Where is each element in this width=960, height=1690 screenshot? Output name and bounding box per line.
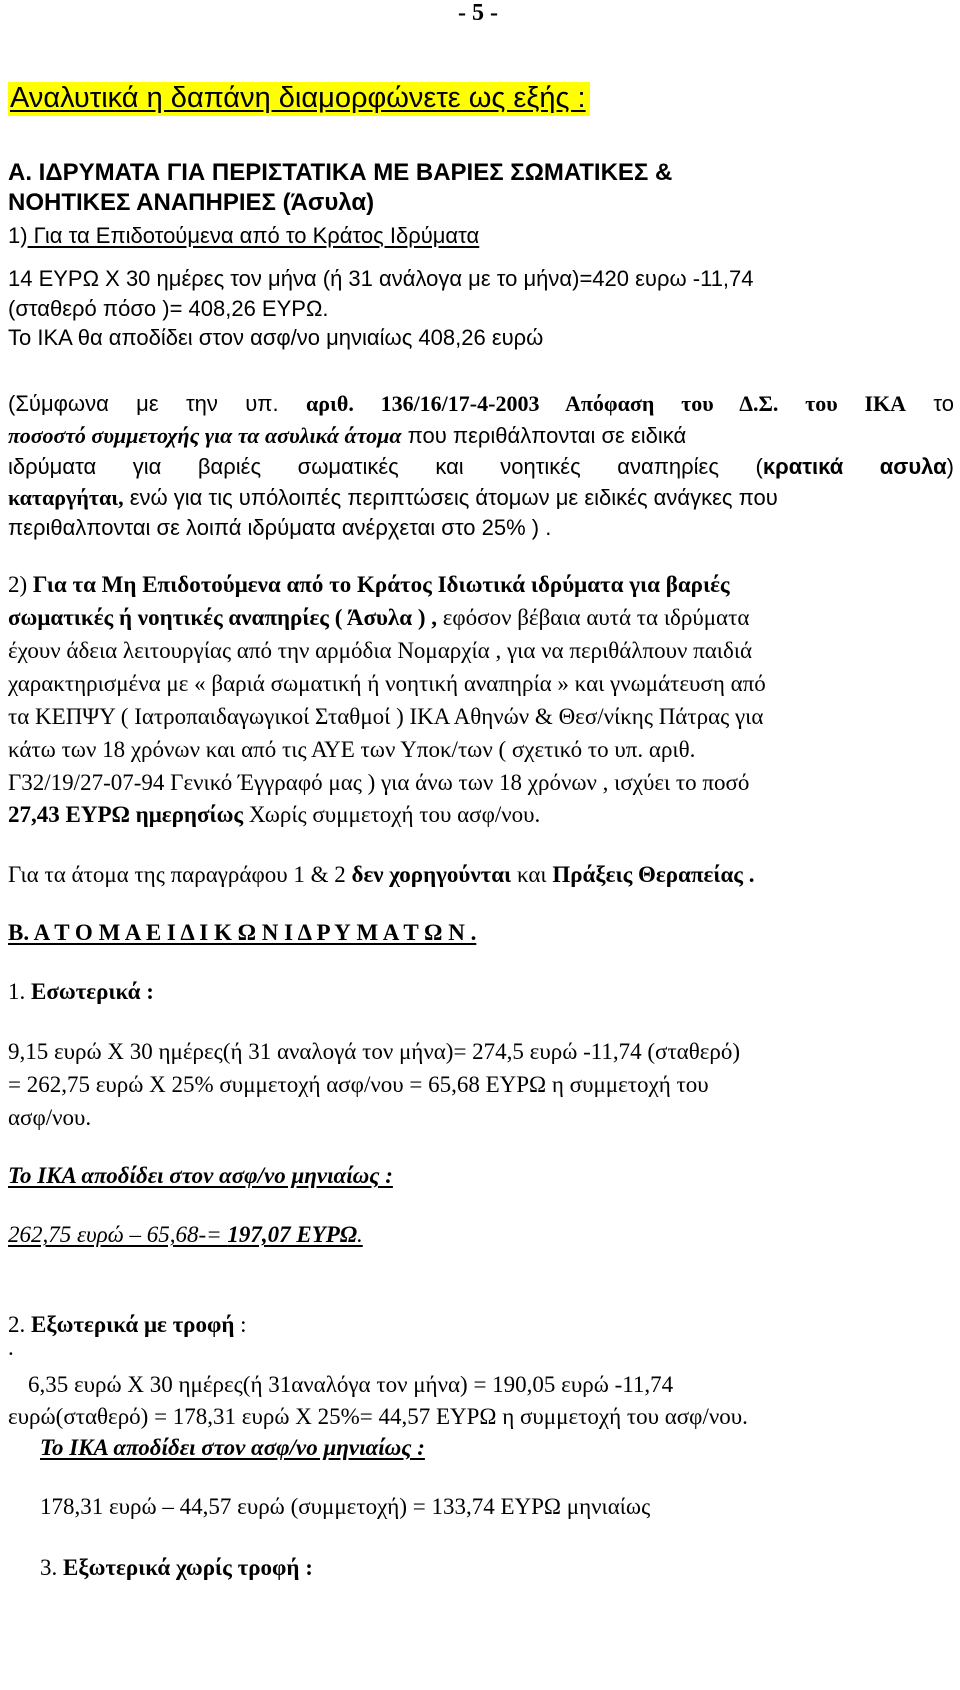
external-payment-value: 178,31 ευρώ – 44,57 ευρώ (συμμετοχή) = 133,74 ΕΥΡΩ μηνιαίως	[40, 1494, 651, 1519]
note-text: ενώ για τις υπόλοιπές περιπτώσεις άτομων με ειδικές ανάγκες που	[123, 485, 778, 510]
item-number: 2.	[8, 1312, 31, 1337]
items-note-text: Για τα άτομα της παραγράφου 1 & 2	[8, 862, 352, 887]
item2-line-7: Γ32/19/27-07-94 Γενικό Έγγραφό μας ) για άνω των 18 χρόνων , ισχύει το ποσό	[8, 770, 750, 795]
item2-line-1	[8, 570, 730, 600]
items-note-emphasis: Πράξεις Θεραπείας .	[552, 862, 755, 887]
stray-dot: .	[8, 1335, 14, 1360]
note-text: (Σύμφωνα με την υπ.	[8, 391, 306, 416]
daily-amount: 27,43 ΕΥΡΩ ημερησίως	[8, 802, 244, 827]
note-line-1	[8, 389, 954, 419]
items-note	[8, 860, 755, 890]
section-b-item1-heading	[8, 977, 154, 1007]
item2-line-8	[8, 800, 540, 830]
external-calc-line-1: 6,35 ευρώ Χ 30 ημέρες(ή 31αναλόγα τον μήνα) = 190,05 ευρώ -11,74	[28, 1372, 674, 1397]
page-number: - 5 -	[458, 0, 498, 26]
note-line-5: περιθαλπονται σε λοιπά ιδρύματα ανέρχεται στο 25% ) .	[8, 515, 552, 540]
section-b-title: Β. Α Τ Ο Μ Α Ε Ι Δ Ι Κ Ω Ν Ι Δ Ρ Υ Μ Α Τ Ω Ν .	[8, 920, 477, 945]
internal-calc-line-1: 9,15 ευρώ Χ 30 ημέρες(ή 31 αναλογά τον μήνα)= 274,5 ευρώ -11,74 (σταθερό)	[8, 1039, 741, 1064]
section-a-title-line1: Α. ΙΔΡΥΜΑΤΑ ΓΙΑ ΠΕΡΙΣΤΑΤΙΚΑ ΜΕ ΒΑΡΙΕΣ ΣΩΜΑΤΙΚΕΣ &	[8, 159, 673, 186]
note-emphasis: κρατικά ασυλα	[762, 454, 947, 479]
item2-line-3: έχουν άδεια λειτουργίας από την αρμόδια Νομαρχία , για να περιθάλπουν παιδιά	[8, 638, 753, 663]
note-text: )	[946, 454, 954, 479]
payment-dot: .	[357, 1222, 363, 1247]
internal-calc-line-3: ασφ/νου.	[8, 1105, 92, 1130]
note-emphasis: ποσοστό συμμετοχής για τα ασυλικά άτομα	[8, 423, 402, 448]
internal-payment-value	[8, 1220, 363, 1250]
note-decision-ref: αριθ. 136/16/17-4-2003 Απόφαση του Δ.Σ. του ΙΚΑ	[305, 391, 907, 416]
section-a-title-line2: ΝΟΗΤΙΚΕΣ ΑΝΑΠΗΡΙΕΣ (Άσυλα)	[8, 189, 375, 216]
payment-result: 197,07 ΕΥΡΩ	[227, 1222, 357, 1247]
item1-title: Για τα Επιδοτούμενα από το Κράτος Ιδρύματα	[27, 223, 480, 248]
calc-line-3: Το ΙΚΑ θα αποδίδει στον ασφ/νο μηνιαίως 408,26 ευρώ	[8, 325, 544, 350]
item-colon: :	[234, 1312, 247, 1337]
item2-line-4: χαρακτηρισμένα με « βαριά σωματική ή νοητική αναπηρία » και γνωμάτευση από	[8, 671, 766, 696]
note-line-3	[8, 452, 954, 482]
item2-number: 2)	[8, 572, 33, 597]
external-payment-title: Το ΙΚΑ αποδίδει στον ασφ/νο μηνιαίως :	[40, 1435, 425, 1460]
section-b-item3-heading	[40, 1553, 313, 1583]
item2-line-2	[8, 603, 749, 633]
item-title: Εξωτερικά με τροφή	[31, 1312, 235, 1337]
item2-text: εφόσον βέβαια αυτά τα ιδρύματα	[436, 605, 750, 630]
item-title: Εξωτερικά χωρίς τροφή :	[63, 1555, 313, 1580]
calc-line-2: (σταθερό πόσο )= 408,26 ΕΥΡΩ.	[8, 296, 329, 321]
item1-number: 1)	[8, 223, 28, 248]
section-b-item2-heading	[8, 1310, 247, 1340]
item-number: 1.	[8, 979, 31, 1004]
note-emphasis: καταργήται,	[8, 485, 124, 510]
payment-calc: 262,75 ευρώ – 65,68-=	[8, 1222, 228, 1247]
note-text: το	[906, 391, 954, 416]
internal-calc-line-2: = 262,75 ευρώ Χ 25% συμμετοχή ασφ/νου = 65,68 ΕΥΡΩ η συμμετοχή του	[8, 1072, 709, 1097]
item2-line-6: κάτω των 18 χρόνων και από τις ΑΥΕ των Υποκ/των ( σχετικό το υπ. αριθ.	[8, 737, 696, 762]
item-title: Εσωτερικά :	[31, 979, 154, 1004]
item2-title: σωματικές ή νοητικές αναπηρίες ( Άσυλα ) ,	[8, 605, 437, 630]
item-number: 3.	[40, 1555, 63, 1580]
page-heading	[8, 78, 590, 118]
note-text: ιδρύματα για βαριές σωματικές και νοητικές αναπηρίες (	[8, 454, 763, 479]
note-text: που περιθάλπονται σε ειδικά	[401, 423, 687, 448]
internal-payment-title: Το ΙΚΑ αποδίδει στον ασφ/νο μηνιαίως :	[8, 1163, 393, 1188]
note-line-2	[8, 421, 686, 451]
item2-title: Για τα Μη Επιδοτούμενα από το Κράτος Ιδιωτικά ιδρύματα για βαριές	[32, 572, 730, 597]
items-note-text: και	[511, 862, 553, 887]
item2-text: Χωρίς συμμετοχή του ασφ/νου.	[243, 802, 541, 827]
section-a-item1-heading	[8, 221, 479, 251]
external-calc-line-2: ευρώ(σταθερό) = 178,31 ευρώ Χ 25%= 44,57 ΕΥΡΩ η συμμετοχή του ασφ/νου.	[8, 1404, 748, 1429]
calc-line-1: 14 ΕΥΡΩ Χ 30 ημέρες τον μήνα (ή 31 ανάλογα με το μήνα)=420 ευρω -11,74	[8, 266, 754, 291]
items-note-emphasis: δεν χορηγούνται	[351, 862, 512, 887]
heading-highlight: Αναλυτικά η δαπάνη διαμορφώνετε ως εξής :	[8, 82, 590, 116]
note-line-4	[8, 483, 778, 513]
item2-line-5: τα ΚΕΠΨΥ ( Ιατροπαιδαγωγικοί Σταθμοί ) ΙΚΑ Αθηνών & Θεσ/νίκης Πάτρας για	[8, 704, 764, 729]
